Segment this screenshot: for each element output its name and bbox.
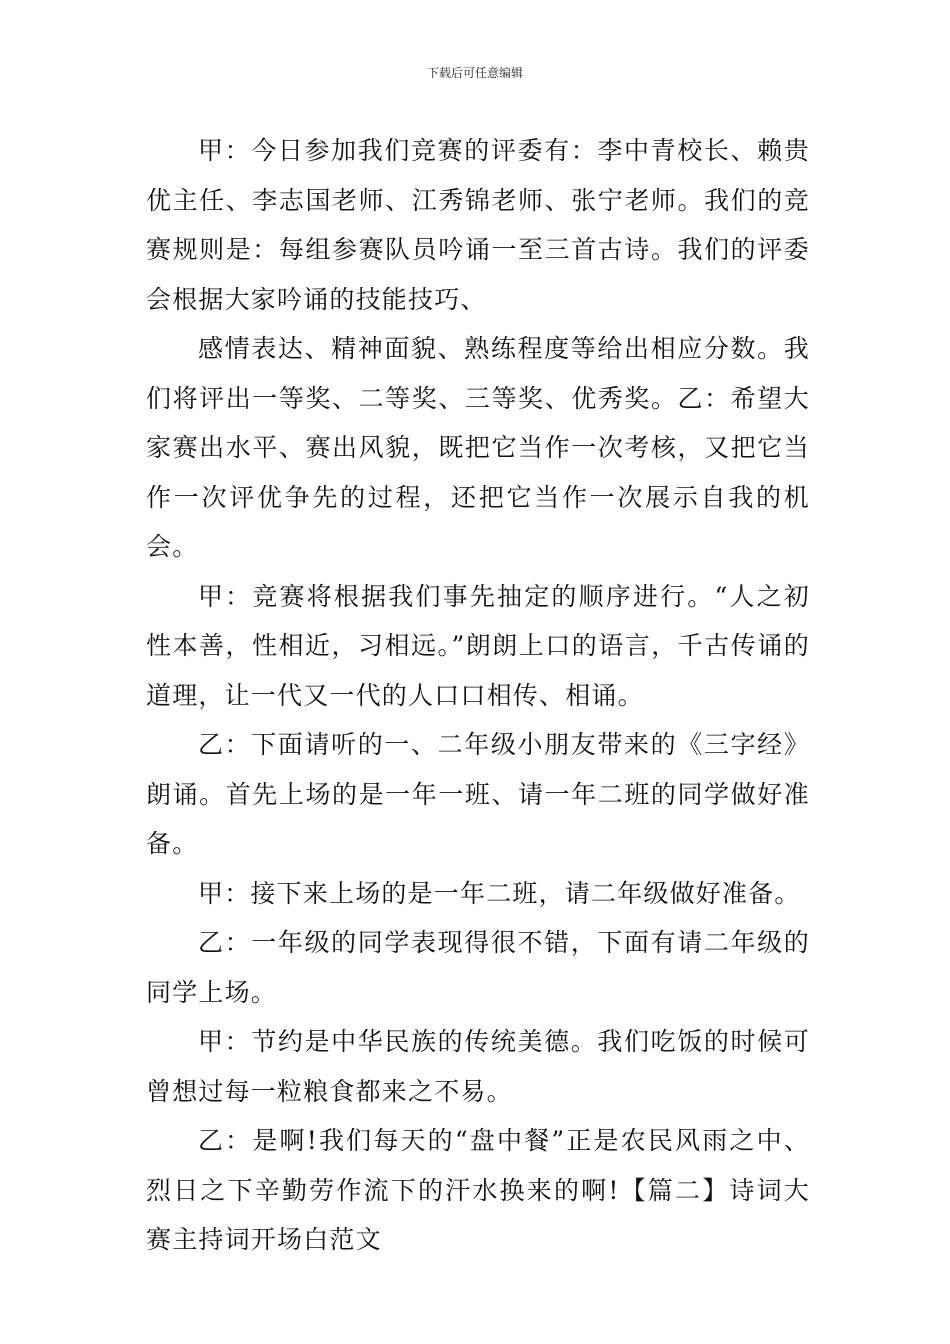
paragraph: 甲：节约是中华民族的传统美德。我们吃饭的时候可曾想过每一粒粮食都来之不易。: [146, 1027, 810, 1106]
paragraph: 甲：竞赛将根据我们事先抽定的顺序进行。“人之初性本善，性相近，习相远。”朗朗上口的语言，千古传诵的道理，让一代又一代的人口口相传、相诵。: [146, 581, 810, 710]
paragraph: 乙：是啊!我们每天的“盘中餐”正是农民风雨之中、烈日之下辛勤劳作流下的汗水换来的啊!【篇二】诗词大赛主持词开场白范文: [146, 1126, 810, 1254]
document-body: [146, 126, 810, 1265]
header-note: 下载后可任意编辑: [426, 66, 523, 80]
paragraph: 甲：今日参加我们竞赛的评委有：李中青校长、赖贵优主任、李志国老师、江秀锦老师、张宁老师。我们的竞赛规则是：每组参赛队员吟诵一至三首古诗。我们的评委会根据大家吟诵的技能技巧、: [146, 136, 810, 314]
paragraph: 感情表达、精神面貌、熟练程度等给出相应分数。我们将评出一等奖、二等奖、三等奖、优秀奖。乙：希望大家赛出水平、赛出风貌，既把它当作一次考核，又把它当作一次评优争先的过程，还把它当作一次展示自我的机会。: [146, 334, 810, 561]
paragraph: 乙：一年级的同学表现得很不错，下面有请二年级的同学上场。: [146, 928, 810, 1007]
paragraph: 乙：下面请听的一、二年级小朋友带来的《三字经》朗诵。首先上场的是一年一班、请一年二班的同学做好准备。: [146, 730, 810, 858]
paragraph: 甲：接下来上场的是一年二班，请二年级做好准备。: [198, 878, 801, 908]
